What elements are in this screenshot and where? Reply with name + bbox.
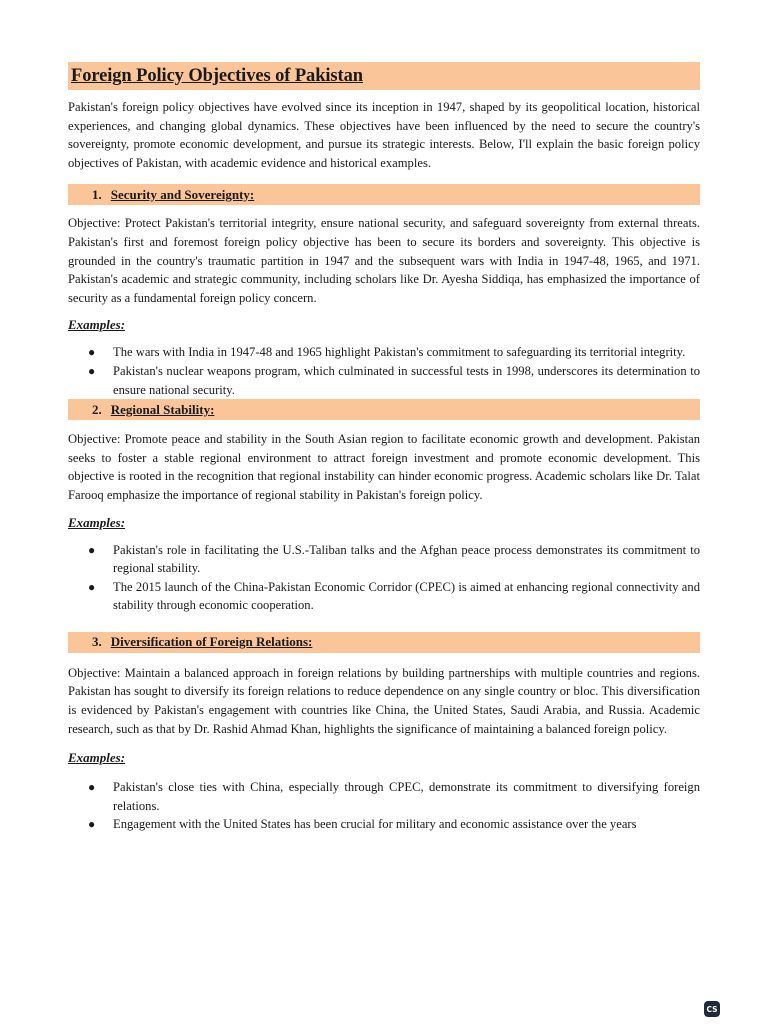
list-item [68,343,700,362]
document-title: Foreign Policy Objectives of Pakistan [71,65,363,86]
section-number: 3. [92,634,102,650]
list-item [68,778,700,815]
example-text: Pakistan's role in facilitating the U.S.-Taliban talks and the Afghan peace process demonstrates its commitment to regional stability. [113,542,700,576]
list-item [68,578,700,615]
examples-list [68,541,700,615]
bullet-icon: ● [88,817,96,832]
bullet-icon: ● [88,363,96,378]
list-item [68,541,700,578]
section-heading-regional-stability [68,399,700,420]
list-item [68,362,700,399]
intro-paragraph: Pakistan's foreign policy objectives have evolved since its inception in 1947, shaped by its geopolitical location, historical experiences, and changing global dynamics. These objectives have been influenced by the need to secure the country's sovereignty, promote economic development, and pursue its strategic interests. Below, I'll explain the basic foreign policy objectives of Pakistan, with academic evidence and historical examples. [68,100,700,170]
bullet-icon: ● [88,345,96,360]
example-text: The 2015 launch of the China-Pakistan Economic Corridor (CPEC) is aimed at enhancing regional connectivity and stability through economic cooperation. [113,579,700,613]
section-objective-paragraph: Objective: Protect Pakistan's territorial integrity, ensure national security, and safeguard sovereignty from external threats. Pakistan's first and foremost foreign policy objective has been to secure its borders and sovereignty. This objective is grounded in the country's traumatic partition in 1947 and the subsequent wars with India in 1947-48, 1965, and 1971. Pakistan's academic and strategic community, including scholars like Dr. Ayesha Siddiqa, has emphasized the importance of security as a fundamental foreign policy concern. [68,216,700,305]
section-title: Regional Stability: [110,401,215,417]
section-title: Diversification of Foreign Relations: [110,634,313,650]
bullet-icon: ● [88,542,96,557]
example-text: Pakistan's close ties with China, especially through CPEC, demonstrate its commitment to diversifying foreign relations. [113,780,700,813]
section-title: Security and Sovereignty: [110,186,255,202]
section-heading-diversification [68,632,700,653]
camscanner-logo-icon: CS [704,1001,720,1017]
section-objective-paragraph: Objective: Promote peace and stability in the South Asian region to facilitate economic growth and development. Pakistan seeks to foster a stable regional environment to attract foreign investment and promote economic development. This objective is rooted in the recognition that regional instability can hinder economic progress. Academic scholars like Dr. Talat Farooq emphasize the importance of regional stability in Pakistan's foreign policy. [68,432,700,502]
section-number: 2. [92,401,102,417]
section-number: 1. [92,186,102,202]
title-banner [68,62,700,90]
examples-list [68,343,700,399]
bullet-icon: ● [88,579,96,594]
examples-label: Examples: [68,317,126,333]
example-text: Pakistan's nuclear weapons program, which culminated in successful tests in 1998, underscores its determination to ensure national security. [113,363,700,397]
example-text: Engagement with the United States has been crucial for military and economic assistance over the years [113,817,637,832]
list-item [68,815,700,834]
examples-label: Examples: [68,514,126,530]
examples-list [68,778,700,834]
example-text: The wars with India in 1947-48 and 1965 highlight Pakistan's commitment to safeguarding its territorial integrity. [113,345,686,360]
section-objective-paragraph: Objective: Maintain a balanced approach in foreign relations by building partnerships with multiple countries and regions. Pakistan has sought to diversify its foreign relations to reduce dependence on any single country or bloc. This diversification is evidenced by Pakistan's engagement with countries like China, the United States, Saudi Arabia, and Russia. Academic research, such as that by Dr. Rashid Ahmad Khan, highlights the significance of maintaining a balanced foreign policy. [68,665,700,736]
bullet-icon: ● [88,780,96,795]
section-heading-security [68,184,700,205]
examples-label: Examples: [68,750,126,766]
document-page [68,62,700,834]
